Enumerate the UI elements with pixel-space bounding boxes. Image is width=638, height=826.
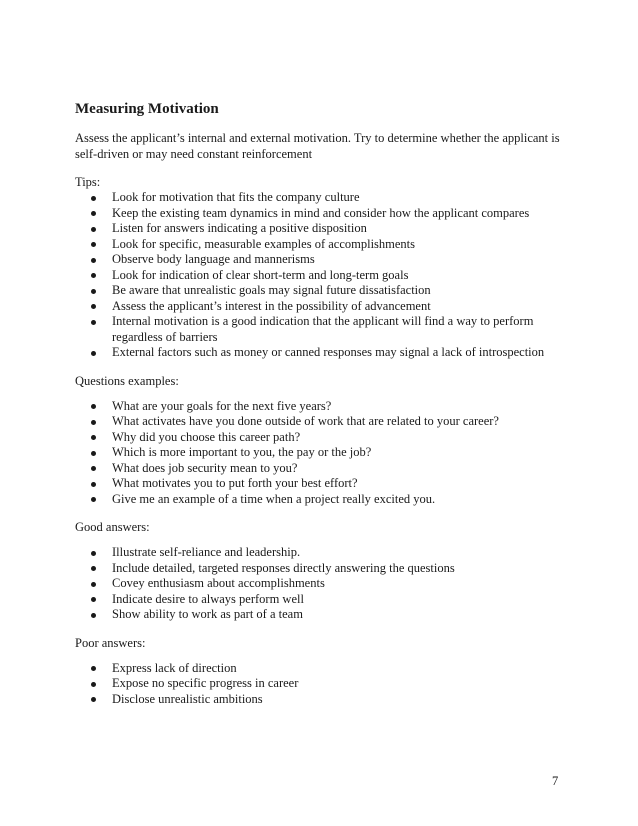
list-item-text: Look for indication of clear short-term and long-term goals <box>112 267 409 282</box>
list-item-text: Keep the existing team dynamics in mind and consider how the applicant compares <box>112 205 530 220</box>
list-item-text: Look for motivation that fits the company culture <box>112 190 360 204</box>
list-item-text: Be aware that unrealistic goals may signal future dissatisfaction <box>112 283 431 297</box>
list-item-text: Look for specific, measurable examples of accomplishments <box>112 236 416 251</box>
list-item <box>75 661 575 677</box>
list-item <box>75 252 575 268</box>
list-item <box>75 545 575 561</box>
poor-answers-list <box>75 661 575 708</box>
list-item <box>75 692 575 708</box>
bullet-icon <box>91 551 96 556</box>
list-item-text: Illustrate self-reliance and leadership. <box>112 545 301 559</box>
list-item <box>75 607 575 623</box>
bullet-icon <box>91 273 96 278</box>
list-item <box>75 190 575 206</box>
bullet-icon <box>91 613 96 618</box>
page-number: 7 <box>552 774 559 788</box>
list-item <box>75 237 575 253</box>
list-item <box>75 430 575 446</box>
list-item-text: Expose no specific progress in career <box>112 676 299 690</box>
list-item <box>75 461 575 477</box>
list-item <box>75 576 575 592</box>
bullet-icon <box>91 682 96 687</box>
list-item <box>75 476 575 492</box>
list-item-text: Why did you choose this career path? <box>112 429 301 444</box>
list-item-text: Express lack of direction <box>112 660 237 675</box>
list-item-text: Assess the applicant’s interest in the possibility of advancement <box>112 298 431 313</box>
list-item <box>75 206 575 222</box>
bullet-icon <box>91 351 96 356</box>
list-item-text: Covey enthusiasm about accomplishments <box>112 576 325 590</box>
list-item-text: What does job security mean to you? <box>112 460 298 475</box>
bullet-icon <box>91 697 96 702</box>
list-item <box>75 299 575 315</box>
list-item-text: Listen for answers indicating a positive disposition <box>112 221 367 235</box>
bullet-icon <box>91 404 96 409</box>
bullet-icon <box>91 211 96 216</box>
bullet-icon <box>91 597 96 602</box>
bullet-icon <box>91 242 96 247</box>
list-item-text: External factors such as money or canned responses may signal a lack of introspection <box>112 345 545 359</box>
list-item <box>75 445 575 461</box>
document-page <box>75 100 575 719</box>
bullet-icon <box>91 466 96 471</box>
good-answers-list <box>75 545 575 623</box>
list-item <box>75 221 575 237</box>
list-item-text: Indicate desire to always perform well <box>112 591 304 606</box>
bullet-icon <box>91 289 96 294</box>
bullet-icon <box>91 566 96 571</box>
list-item <box>75 314 575 345</box>
list-item <box>75 268 575 284</box>
list-item-text: Which is more important to you, the pay or the job? <box>112 445 372 459</box>
bullet-icon <box>91 451 96 456</box>
list-item-text: What activates have you done outside of work that are related to your career? <box>112 414 499 428</box>
list-item-text: Internal motivation is a good indication that the applicant will find a way to perform regardless of barriers <box>112 314 534 344</box>
list-item-text: Disclose unrealistic ambitions <box>112 691 263 706</box>
good-answers-label: Good answers: <box>75 520 150 534</box>
intro-paragraph: Assess the applicant’s internal and external motivation. Try to determine whether the applicant is self-driven or may need constant reinforcement <box>75 131 560 161</box>
questions-list <box>75 399 575 508</box>
list-item <box>75 345 575 361</box>
list-item <box>75 414 575 430</box>
bullet-icon <box>91 196 96 201</box>
tips-label: Tips: <box>75 175 101 189</box>
bullet-icon <box>91 435 96 440</box>
list-item-text: Include detailed, targeted responses directly answering the questions <box>112 560 455 575</box>
bullet-icon <box>91 497 96 502</box>
list-item <box>75 676 575 692</box>
list-item-text: What motivates you to put forth your best effort? <box>112 476 358 490</box>
section-heading: Measuring Motivation <box>75 101 219 117</box>
tips-list <box>75 190 575 361</box>
list-item-text: Give me an example of a time when a project really excited you. <box>112 491 436 506</box>
bullet-icon <box>91 320 96 325</box>
bullet-icon <box>91 666 96 671</box>
bullet-icon <box>91 582 96 587</box>
bullet-icon <box>91 420 96 425</box>
poor-answers-label: Poor answers: <box>75 635 146 650</box>
list-item-text: What are your goals for the next five years? <box>112 398 332 413</box>
list-item <box>75 592 575 608</box>
list-item-text: Show ability to work as part of a team <box>112 607 303 621</box>
bullet-icon <box>91 258 96 263</box>
list-item <box>75 561 575 577</box>
bullet-icon <box>91 304 96 309</box>
list-item <box>75 283 575 299</box>
questions-label: Questions examples: <box>75 373 179 388</box>
bullet-icon <box>91 482 96 487</box>
list-item <box>75 492 575 508</box>
bullet-icon <box>91 227 96 232</box>
list-item-text: Observe body language and mannerisms <box>112 252 315 266</box>
list-item <box>75 399 575 415</box>
